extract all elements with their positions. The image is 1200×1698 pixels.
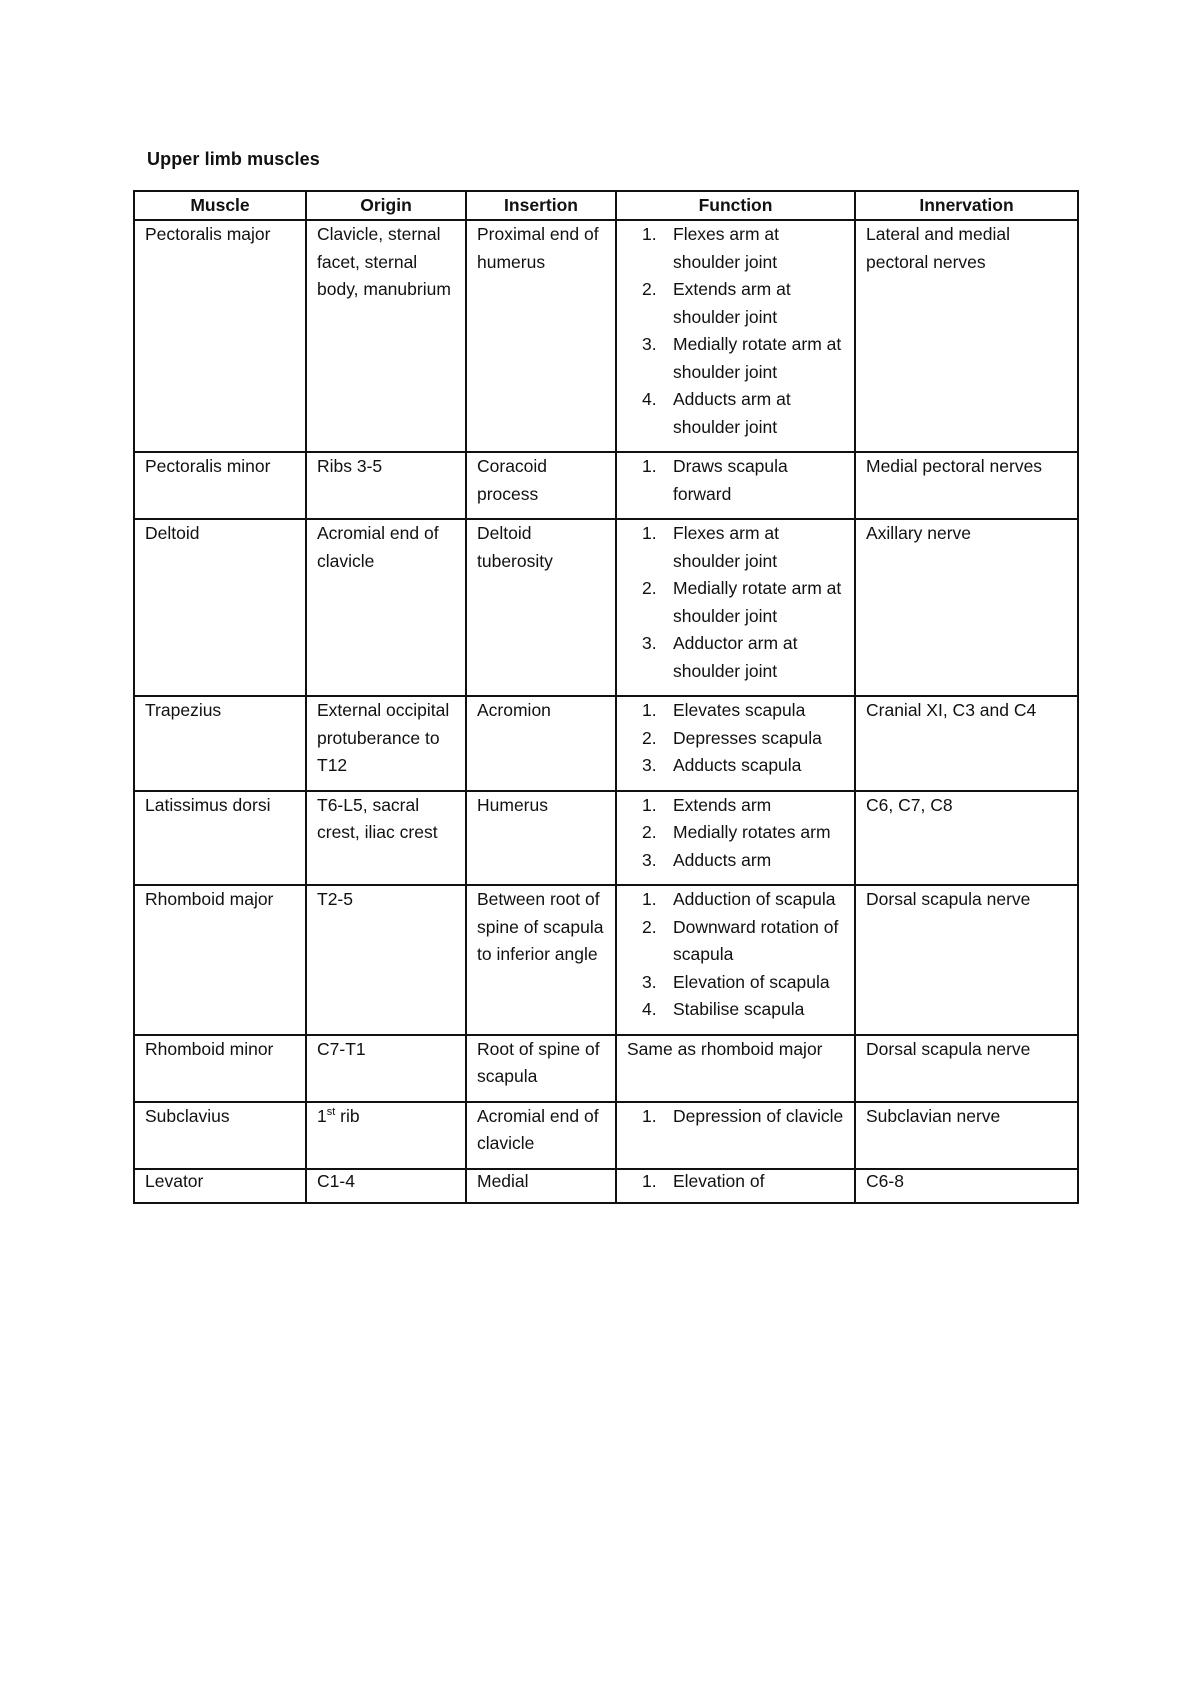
cell-muscle: Rhomboid major <box>134 885 306 1035</box>
function-item: 3. Medially rotate arm at shoulder joint <box>642 334 842 382</box>
cell-innervation: Dorsal scapula nerve <box>855 885 1078 1035</box>
function-item: 3. Adducts scapula <box>642 755 802 775</box>
table-row <box>134 696 1078 791</box>
function-item: 2. Depresses scapula <box>642 727 822 748</box>
cell-function <box>616 1169 855 1203</box>
cell-insertion: Coracoid process <box>466 452 616 519</box>
function-item: 1. Extends arm <box>642 794 772 815</box>
function-list <box>627 453 846 508</box>
cell-origin: T2-5 <box>306 885 466 1035</box>
cell-origin: Clavicle, sternal facet, sternal body, manubrium <box>306 220 466 452</box>
cell-muscle: Rhomboid minor <box>134 1035 306 1102</box>
function-item: 1. Flexes arm at shoulder joint <box>642 523 779 571</box>
cell-function <box>616 452 855 519</box>
cell-muscle: Pectoralis minor <box>134 452 306 519</box>
function-item: 3. Adducts arm <box>642 849 772 870</box>
table-row <box>134 1035 1078 1102</box>
cell-function <box>616 791 855 886</box>
cell-innervation: C6, C7, C8 <box>855 791 1078 886</box>
cell-innervation: Medial pectoral nerves <box>855 452 1078 519</box>
cell-function <box>616 519 855 696</box>
function-list <box>627 520 846 685</box>
table-row <box>134 1169 1078 1203</box>
header-muscle: Muscle <box>134 191 306 220</box>
cell-innervation: Axillary nerve <box>855 519 1078 696</box>
cell-function <box>616 220 855 452</box>
function-item: 1. Depression of clavicle <box>642 1105 844 1126</box>
cell-muscle: Subclavius <box>134 1102 306 1169</box>
function-item: 3. Adductor arm at shoulder joint <box>642 633 798 681</box>
function-item: 1. Elevation of <box>642 1170 765 1191</box>
function-item: 1. Elevates scapula <box>642 700 806 720</box>
function-item: 2. Downward rotation of scapula <box>642 916 839 964</box>
cell-function <box>616 1102 855 1169</box>
cell-muscle: Deltoid <box>134 519 306 696</box>
cell-origin: 1st rib <box>306 1102 466 1169</box>
cell-insertion: Medial <box>466 1169 616 1203</box>
cell-innervation: Dorsal scapula nerve <box>855 1035 1078 1102</box>
cell-insertion: Acromial end of clavicle <box>466 1102 616 1169</box>
table-row <box>134 1102 1078 1169</box>
cell-muscle: Latissimus dorsi <box>134 791 306 886</box>
table-row <box>134 220 1078 452</box>
cell-origin: C7-T1 <box>306 1035 466 1102</box>
cell-origin: C1-4 <box>306 1169 466 1203</box>
function-item: 4. Adducts arm at shoulder joint <box>642 389 791 437</box>
cell-insertion: Humerus <box>466 791 616 886</box>
cell-insertion: Deltoid tuberosity <box>466 519 616 696</box>
function-list <box>627 221 846 441</box>
muscle-table <box>133 190 1079 1204</box>
cell-muscle: Trapezius <box>134 696 306 791</box>
function-text: Same as rhomboid major <box>627 1038 823 1059</box>
function-list <box>627 1103 846 1131</box>
function-item: 3. Elevation of scapula <box>642 971 830 992</box>
function-list <box>627 886 846 1024</box>
cell-origin: Ribs 3-5 <box>306 452 466 519</box>
function-item: 1. Flexes arm at shoulder joint <box>642 224 779 272</box>
function-list <box>627 697 846 780</box>
cell-insertion: Between root of spine of scapula to inferior angle <box>466 885 616 1035</box>
function-item: 1. Draws scapula forward <box>642 456 788 504</box>
cell-muscle: Pectoralis major <box>134 220 306 452</box>
function-item: 1. Adduction of scapula <box>642 889 836 909</box>
header-insertion: Insertion <box>466 191 616 220</box>
page-title: Upper limb muscles <box>147 149 320 169</box>
header-origin: Origin <box>306 191 466 220</box>
cell-function <box>616 1035 855 1102</box>
cell-function <box>616 696 855 791</box>
function-list <box>627 792 846 875</box>
cell-insertion: Root of spine of scapula <box>466 1035 616 1102</box>
function-item: 2. Medially rotate arm at shoulder joint <box>642 578 842 626</box>
cell-innervation: C6-8 <box>855 1169 1078 1203</box>
cell-insertion: Proximal end of humerus <box>466 220 616 452</box>
header-function: Function <box>616 191 855 220</box>
table-header-row <box>134 191 1078 220</box>
table-row <box>134 452 1078 519</box>
function-list <box>627 1170 846 1192</box>
cell-origin: Acromial end of clavicle <box>306 519 466 696</box>
cell-insertion: Acromion <box>466 696 616 791</box>
cell-innervation: Cranial XI, C3 and C4 <box>855 696 1078 791</box>
cell-origin: External occipital protuberance to T12 <box>306 696 466 791</box>
cell-innervation: Subclavian nerve <box>855 1102 1078 1169</box>
function-item: 4. Stabilise scapula <box>642 999 805 1019</box>
table-row <box>134 791 1078 886</box>
cell-innervation: Lateral and medial pectoral nerves <box>855 220 1078 452</box>
cell-muscle: Levator <box>134 1169 306 1203</box>
function-item: 2. Extends arm at shoulder joint <box>642 279 791 327</box>
table-row <box>134 519 1078 696</box>
cell-function <box>616 885 855 1035</box>
cell-origin: T6-L5, sacral crest, iliac crest <box>306 791 466 886</box>
table-row <box>134 885 1078 1035</box>
function-item: 2. Medially rotates arm <box>642 822 831 842</box>
header-innervation: Innervation <box>855 191 1078 220</box>
